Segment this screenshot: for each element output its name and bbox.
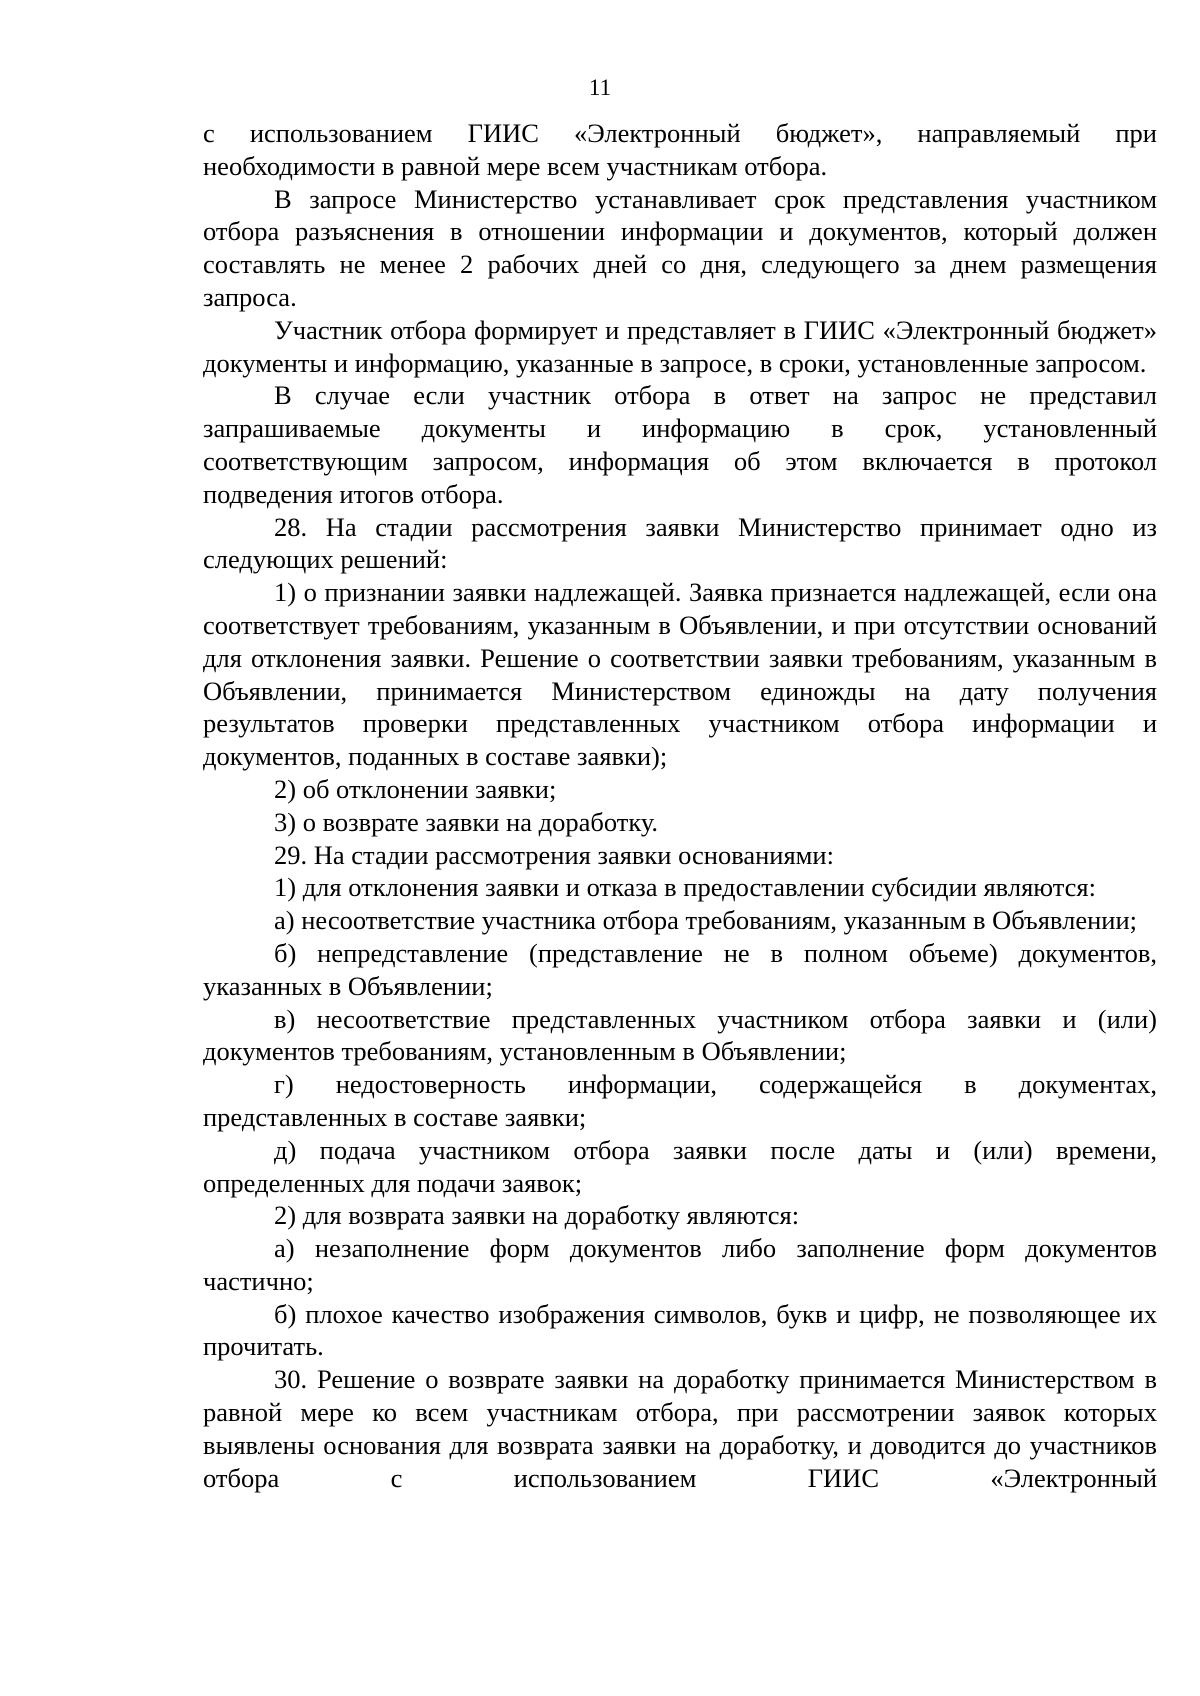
clause-29-item-1-g: г) недостоверность информации, содержащейся в документах, представленных в составе заявки; [203,1069,1157,1132]
paragraph-participant-submits: Участник отбора формирует и представляет в ГИИС «Электронный бюджет» документы и информацию, указанные в запросе, в сроки, установленные запросом. [203,314,1157,378]
clause-29: 29. На стадии рассмотрения заявки основаниями: [274,839,834,870]
paragraph-continuation: с использованием ГИИС «Электронный бюджет», направляемый при необходимости в равной мере всем участникам отбора. [203,118,1157,181]
clause-28-item-2: 2) об отклонении заявки; [274,773,557,804]
paragraph-not-submitted: В случае если участник отбора в ответ на запрос не представил запрашиваемые документы и информацию в срок, установленный соответствующим запросом, информация об этом включается в протокол подведения итогов отбора. [203,380,1157,509]
clause-29-item-2-a: а) незаполнение форм документов либо заполнение форм документов частично; [203,1233,1157,1296]
paragraph-request-deadline: В запросе Министерство устанавливает срок представления участником отбора разъяснения в отношении информации и документов, который должен составлять не менее 2 рабочих дней со дня, следующего за днем размещения запроса. [203,183,1157,312]
clause-29-item-1-a: а) несоответствие участника отбора требованиям, указанным в Объявлении; [274,905,1137,936]
document-body [203,117,1157,1494]
clause-29-item-1-b: б) непредставление (представление не в полном объеме) документов, указанных в Объявлении; [203,937,1157,1001]
clause-29-item-2: 2) для возврата заявки на доработку являются: [274,1200,800,1231]
clause-29-item-1-v: в) несоответствие представленных участником отбора заявки и (или) документов требованиям, установленным в Объявлении; [203,1003,1157,1067]
clause-30: 30. Решение о возврате заявки на доработку принимается Министерством в равной мере ко всем участникам отбора, при рассмотрении заявок которых выявлены основания для возврата заявки на доработку, и доводится до участников отбора с использованием ГИИС «Электронный [203,1364,1157,1493]
clause-28: 28. На стадии рассмотрения заявки Министерство принимает одно из следующих решений: [203,511,1157,575]
page-number: 11 [588,75,612,100]
clause-28-item-1: 1) о признании заявки надлежащей. Заявка признается надлежащей, если она соответствует требованиям, указанным в Объявлении, и при отсутствии оснований для отклонения заявки. Решение о соответствии заявки требованиям, указанным в Объявлении, принимается Министерством единожды на дату получения результатов проверки представленных участником отбора информации и документов, поданных в составе заявки); [203,577,1157,772]
clause-28-item-3: 3) о возврате заявки на доработку. [274,806,659,837]
clause-29-item-1-d: д) подача участником отбора заявки после даты и (или) времени, определенных для подачи заявок; [203,1134,1157,1198]
clause-29-item-2-b: б) плохое качество изображения символов, букв и цифр, не позволяющее их прочитать. [203,1298,1157,1362]
clause-29-item-1: 1) для отклонения заявки и отказа в предоставлении субсидии являются: [274,872,1096,903]
